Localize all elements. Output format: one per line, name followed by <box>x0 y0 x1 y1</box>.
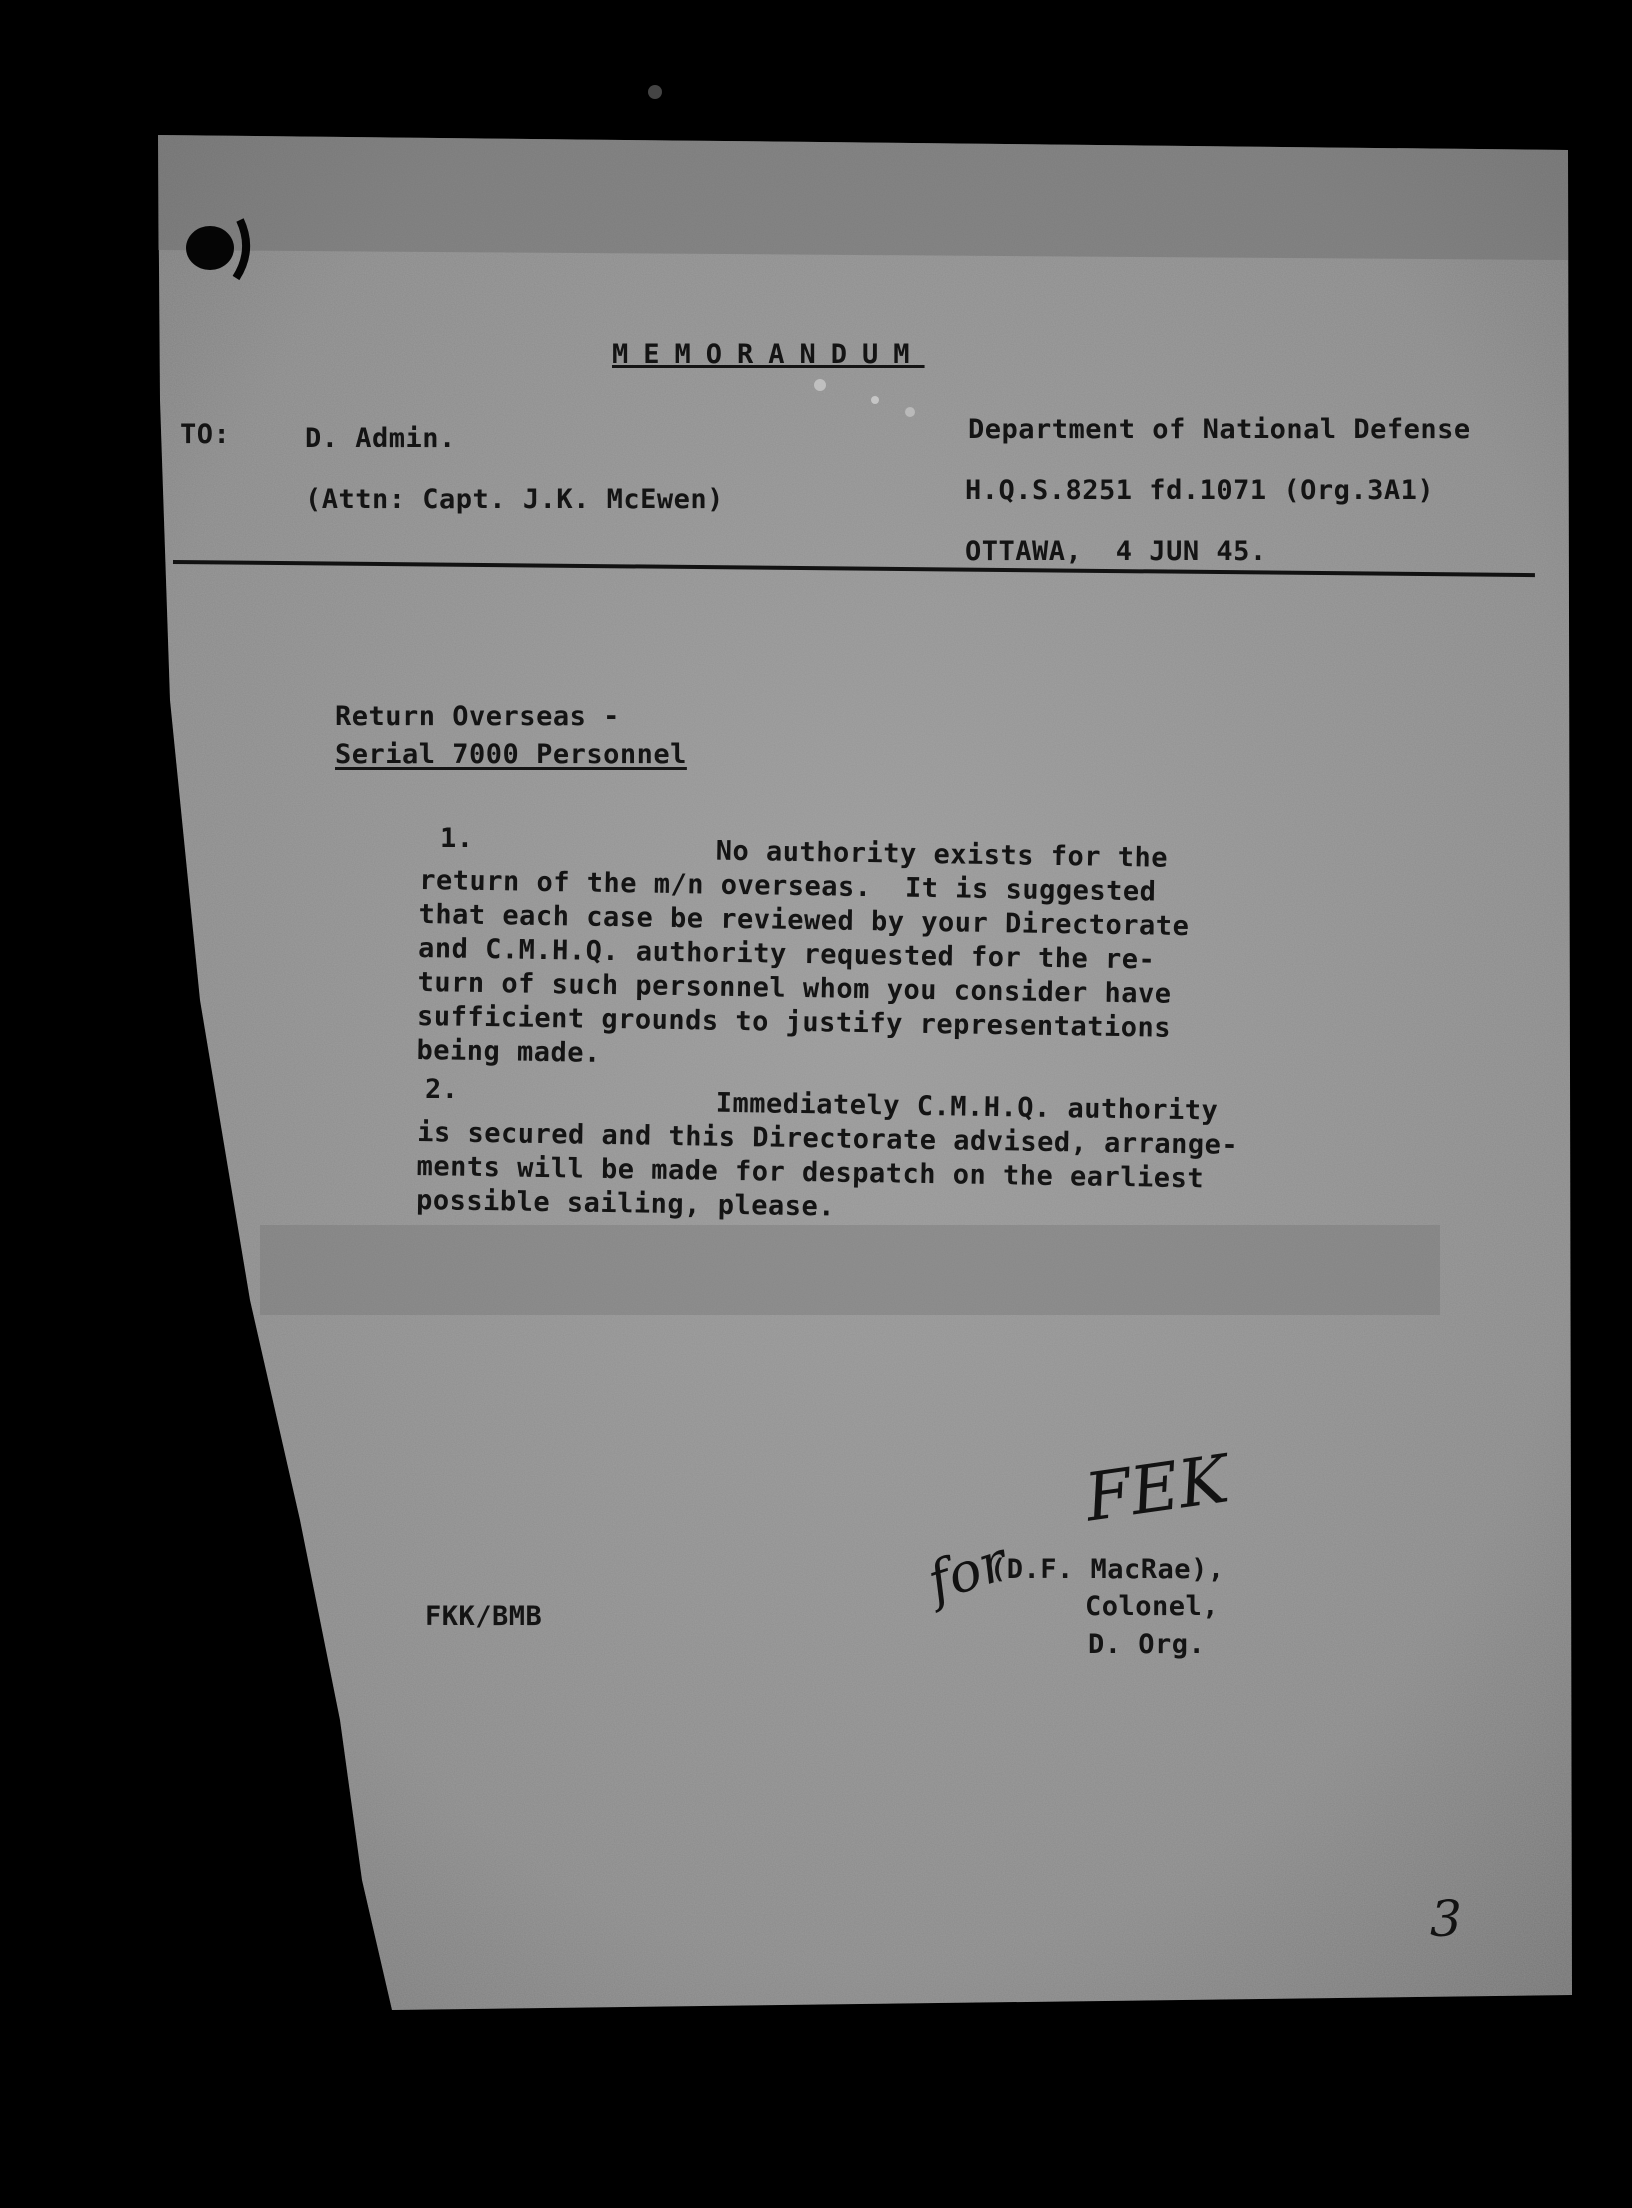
paragraph-1-line: No authority exists for the <box>715 835 1169 874</box>
handwritten-page-number: 3 <box>1430 1890 1462 1948</box>
paragraph-2-line: is secured and this Directorate advised, arrange- <box>416 1116 1239 1161</box>
reference-initials: FKK/BMB <box>425 1601 543 1632</box>
subject-line-1: Return Overseas - <box>335 701 620 732</box>
handwritten-for: for <box>920 1529 1015 1614</box>
paragraph-2-line: Immediately C.M.H.Q. authority <box>715 1087 1219 1127</box>
paragraph-1-line: turn of such personnel whom you consider have <box>417 966 1172 1010</box>
signatory-rank: Colonel, <box>1085 1591 1220 1622</box>
paragraph-2-number: 2. <box>425 1074 459 1105</box>
recipient: D. Admin. <box>305 423 456 454</box>
paragraph-1-number: 1. <box>440 823 474 854</box>
paragraph-1 <box>416 830 1190 1080</box>
signatory-name: (D.F. MacRae), <box>990 1554 1225 1585</box>
attention-line: (Attn: Capt. J.K. McEwen) <box>305 484 724 515</box>
to-label: TO: <box>180 419 231 450</box>
handwritten-initials: FEK <box>1080 1440 1233 1537</box>
punch-hole <box>186 226 234 270</box>
paragraph-1-line: that each case be reviewed by your Directorate <box>418 898 1190 943</box>
place-date: OTTAWA, 4 JUN 45. <box>965 536 1267 567</box>
department-name: Department of National Defense <box>968 414 1471 445</box>
subject-line-2: Serial 7000 Personnel <box>335 739 687 770</box>
paragraph-1-line: and C.M.H.Q. authority requested for the re- <box>417 932 1156 976</box>
paragraph-2 <box>416 1082 1239 1231</box>
paragraph-1-line: sufficient grounds to justify representations <box>416 1000 1172 1044</box>
paragraph-1-line: being made. <box>416 1034 602 1069</box>
memo-title: MEMORANDUM <box>612 339 925 370</box>
file-reference: H.Q.S.8251 fd.1071 (Org.3A1) <box>965 475 1435 506</box>
paragraph-1-line: return of the m/n overseas. It is suggested <box>418 864 1157 908</box>
paragraph-2-line: possible sailing, please. <box>415 1184 836 1223</box>
paragraph-2-line: ments will be made for despatch on the earliest <box>416 1150 1205 1195</box>
signatory-appointment: D. Org. <box>1088 1629 1206 1660</box>
